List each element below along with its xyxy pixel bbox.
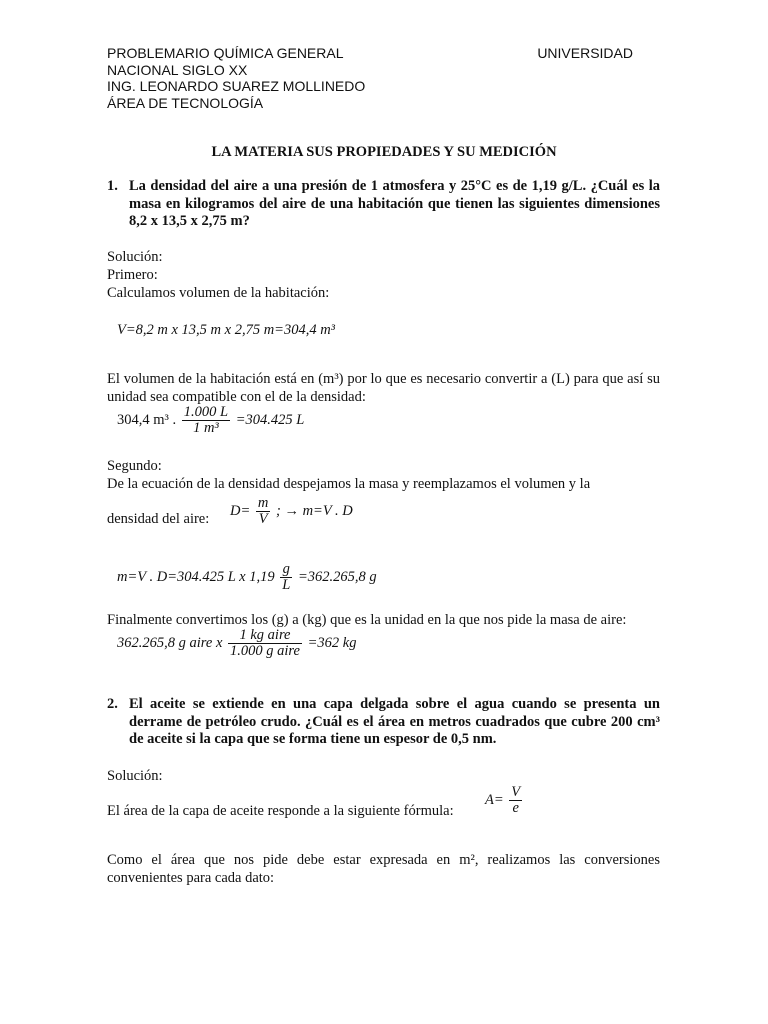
q1-volume-paragraph: El volumen de la habitación está en (m³) por lo que es necesario convertir a (L) para que así su unidad sea compatible con el de la densidad: [107,371,660,405]
q2-equation-area: A= $\frac{V}{e}$ [485,784,521,816]
q1-solucion-label: Solución: [107,249,163,265]
q2-conversion-paragraph: Como el área que nos pide debe estar expresada en m², realizamos las conversiones convenientes para cada dato: [107,852,660,886]
document-header [107,45,647,111]
q1-equation-kg: 362.265,8 g aire x $\frac{\text{1 kg aire}}{\text{1.000 g aire}}$ =362 kg [117,627,357,659]
question-1-number: 1. [107,178,118,194]
q1-equation-volume: V=8,2 m x 13,5 m x 2,75 m=304,4 m³ [117,322,336,338]
q1-segundo-label: Segundo: [107,458,162,474]
header-university-name: NACIONAL SIGLO XX [107,61,248,78]
q2-solucion-label: Solución: [107,768,163,784]
q1-density-label: densidad del aire: [107,511,210,527]
question-1-text: La densidad del aire a una presión de 1 atmosfera y 25°C es de 1,19 g/L. ¿Cuál es la masa en kilogramos del aire de una habitación que tienen las siguientes dimensiones 8,2 x 13,5 x 2,75 m? [129,178,660,229]
question-2-text: El aceite se extiende en una capa delgada sobre el agua cuando se presenta un derrame de petróleo crudo. ¿Cuál es el área en metros cuadrados que cubre 200 cm³ de aceite si la capa que se forma tiene un espesor de 0,5 nm. [129,696,660,747]
header-area: ÁREA DE TECNOLOGÍA [107,94,264,111]
header-university: UNIVERSIDAD [537,45,633,61]
question-2-number: 2. [107,696,118,712]
question-2 [107,696,660,749]
page-title: LA MATERIA SUS PROPIEDADES Y SU MEDICIÓN [211,144,557,160]
q1-equation-paragraph: De la ecuación de la densidad despejamos la masa y reemplazamos el volumen y la [107,476,591,492]
q1-equation-density: D= $\frac{m}{V}$ ; → m=V . D [230,495,353,527]
question-1 [107,178,660,231]
q1-primero-label: Primero: [107,267,158,283]
q2-area-text: El área de la capa de aceite responde a la siguiente fórmula: [107,803,454,819]
q1-equation-conversion: 304,4 m³ . $\frac{1.000 L}{\text{1 m³}}$ =304.425 L [117,404,305,436]
header-course: PROBLEMARIO QUÍMICA GENERAL [107,45,344,61]
q1-final-paragraph: Finalmente convertimos los (g) a (kg) que es la unidad en la que nos pide la masa de aire: [107,612,627,628]
header-author: ING. LEONARDO SUAREZ MOLLINEDO [107,78,366,94]
q1-calculamos-text: Calculamos volumen de la habitación: [107,285,330,301]
q1-equation-mass: m=V . D=304.425 L x 1,19 $\frac{g}{L}$ =362.265,8 g [117,561,377,593]
